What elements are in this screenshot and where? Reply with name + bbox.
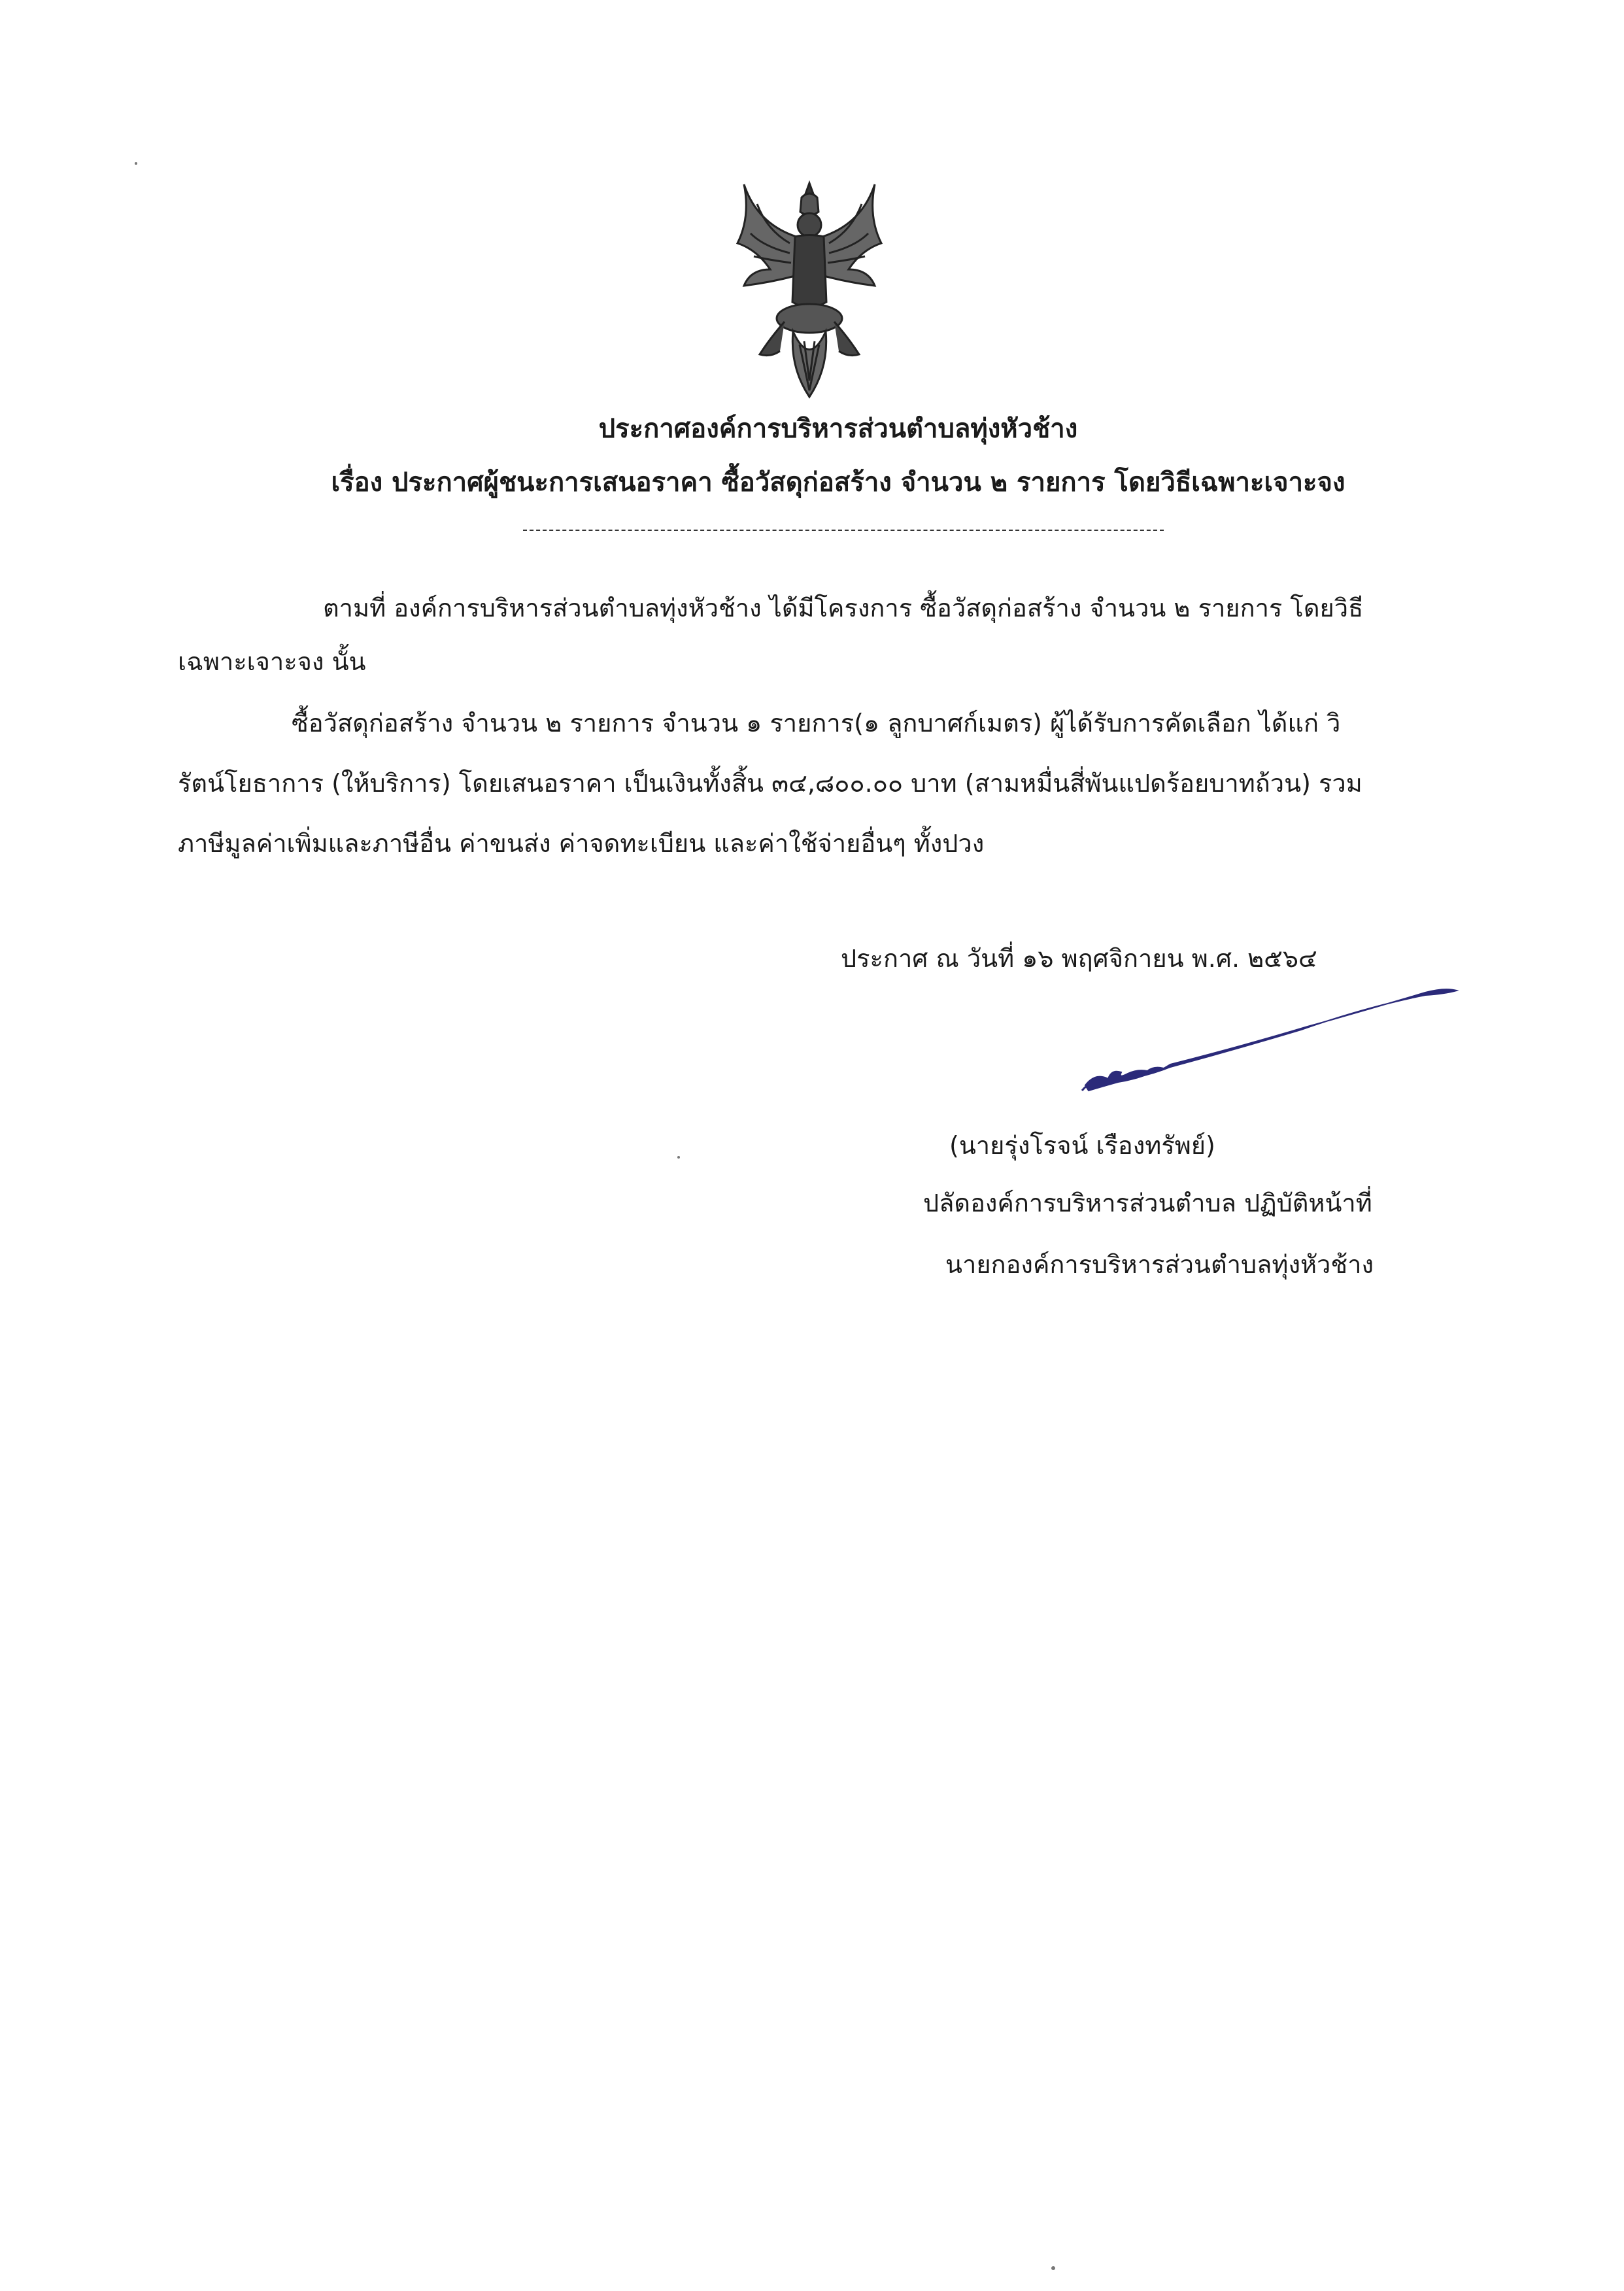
garuda-emblem-icon: [731, 171, 888, 403]
paragraph-1-line-1: ตามที่ องค์การบริหารส่วนตำบลทุ่งหัวช้าง ได้มีโครงการ ซื้อวัสดุก่อสร้าง จำนวน ๒ รายการ โดยวิธี: [323, 594, 1364, 622]
paragraph-2-line-2: รัตน์โยธาการ (ให้บริการ) โดยเสนอราคา เป็นเงินทั้งสิ้น ๓๔,๘๐๐.๐๐ บาท (สามหมื่นสี่พันแปดร้อยบาทถ้วน) รวม: [178, 769, 1362, 798]
scan-speck: [1051, 2266, 1055, 2270]
announcement-title: ประกาศองค์การบริหารส่วนตำบลทุ่งหัวช้าง: [598, 414, 1078, 444]
scan-speck: [135, 162, 137, 165]
separator-line: [523, 530, 1164, 531]
paragraph-1-line-2: เฉพาะเจาะจง นั้น: [178, 647, 366, 676]
handwritten-signature: [1072, 981, 1464, 1105]
announcement-subject: เรื่อง ประกาศผู้ชนะการเสนอราคา ซื้อวัสดุก่อสร้าง จำนวน ๒ รายการ โดยวิธีเฉพาะเจาะจง: [331, 467, 1345, 498]
paragraph-2-line-1: ซื้อวัสดุก่อสร้าง จำนวน ๒ รายการ จำนวน ๑ รายการ(๑ ลูกบาศก์เมตร) ผู้ได้รับการคัดเลือก ได้แก่ วิ: [292, 709, 1341, 738]
signer-position-line-1: ปลัดองค์การบริหารส่วนตำบล ปฏิบัติหน้าที่: [923, 1189, 1372, 1217]
signer-name: (นายรุ่งโรจน์ เรืองทรัพย์): [949, 1131, 1215, 1160]
scan-speck: [677, 1156, 680, 1159]
signer-position-line-2: นายกองค์การบริหารส่วนตำบลทุ่งหัวช้าง: [945, 1250, 1374, 1279]
announcement-date: ประกาศ ณ วันที่ ๑๖ พฤศจิกายน พ.ศ. ๒๕๖๔: [841, 944, 1317, 973]
paragraph-2-line-3: ภาษีมูลค่าเพิ่มและภาษีอื่น ค่าขนส่ง ค่าจดทะเบียน และค่าใช้จ่ายอื่นๆ ทั้งปวง: [178, 829, 985, 858]
